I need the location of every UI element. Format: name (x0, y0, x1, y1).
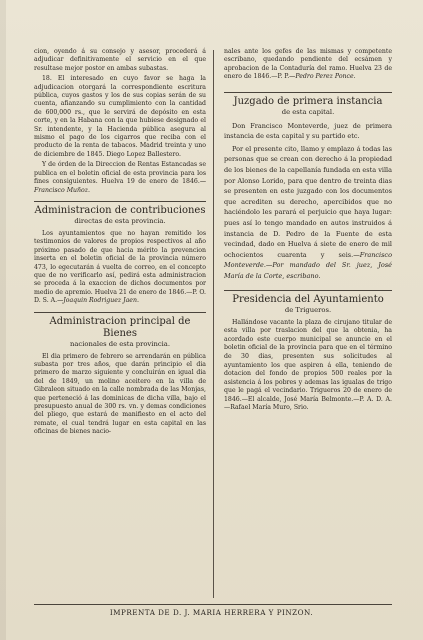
section-subtitle: de Trigueros. (284, 305, 332, 314)
page-edge-shadow (0, 0, 6, 640)
section-subtitle: de esta capital. (281, 107, 335, 116)
left-column (34, 48, 206, 439)
footer-rule (34, 604, 392, 605)
section-contribuciones (34, 201, 206, 226)
juzgado-para-1: Don Francisco Monteverde, juez de primera instancia de esta capital y su partido etc. (224, 121, 392, 141)
juzgado-para-2: Por el presente cito, llamo y emplazo á todas las personas que se crean con derecho á la propiedad de los bienes de la capellanía fundada en esta villa por Alonso Lorido, para que dentro de treinta dias se presenten en este juzgado con los documentos que acrediten su derecho, apercibidos que no haciéndolo les parará el perjuicio que haya lugar: pues así lo tengo mandado en autos instruidos á instancia de D. Pedro de la Fuente de esta vecindad, dado en Huelva á siete de enero de mil ochocientos cuarenta y seis.—Francisco Monteverde.—Por mandado del Sr. juez, José María de la Corte, escribano. (224, 144, 392, 280)
section-title: Administracion principal de Bienes (49, 315, 191, 339)
ayuntamiento-body: Hallándose vacante la plaza de cirujano titular de esta villa por traslacion del que la obtenia, ha acordado este cuerpo municipal se anuncie en el boletin oficial de la provincia para que en el término de 30 dias, presenten sus solicitudes al ayuntamiento los que aspiren á ella, teniendo de dotacion del fondo de propios 500 reales por la asistencia á los pobres y ademas las igualas de trigo que le pagá el vecindario. Trigueros 20 de enero de 1846.—El alcalde, José María Belmonte.—P. A. D. A.—Rafael María Muro, Srio. (224, 318, 392, 412)
intro-paragraph-1: cion, oyendo á su consejo y asesor, procederá á adjudicar definitivamente el servicio en el que resultase mejor postor en ambas subastas. (34, 48, 206, 72)
section-ayuntamiento (224, 290, 392, 315)
juzgado-signature: —Francisco Monteverde.—Por mandado del Sr. juez, José María de la Corte, escribano. (224, 250, 392, 280)
contribuciones-signature: —Joaquin Rodriguez Jaen. (57, 297, 139, 305)
intro-paragraph-2: 18. El interesado en cuyo favor se haga la adjudicacion otorgará la correspondiente escritura pública, cuyos gastos y los de sus copias serán de su cuenta, afianzando su cumplimiento con la cantidad de 600,000 rs., que le servirá de depósito en esta corte, y en la Habana con la que hubiese designado el Sr. intendente, y la Hacienda pública asegura al mismo el pago de los cigarros que reciba con el producto de la renta de tabacos. Madrid treinta y uno de diciembre de 1845. Diego Lopez Ballestero. (34, 75, 206, 158)
right-column (224, 48, 392, 415)
contribuciones-body: Los ayuntamientos que no hayan remitido los testimonios de valores de propios respectivos al año próximo pasado de que hacia mérito la prevencion inserta en el boletin oficial de la provincia número 473, lo egecutarán á vuelta de correo, en el concepto que de no verificarlo así, pedirá esta administracion se proceda á la exaccion de dichos documentos por medio de apremio. Huelva 21 de enero de 1846.—P. O. D. S. A.—Joaquin Rodriguez Jaen. (34, 229, 206, 305)
section-title: Presidencia del Ayuntamiento (232, 293, 384, 305)
section-juzgado (224, 92, 392, 117)
printer-imprint: IMPRENTA DE D. J. MARIA HERRERA Y PINZON. (109, 608, 314, 617)
section-title: Juzgado de primera instancia (233, 95, 383, 107)
continuation-paragraph: nales ante los gefes de las mismas y competente escribano, quedando pendiente del ecsámen y aprobacion de la Contaduría del ramo. Huelva 23 de enero de 1846.—P. P.—Pedro Perez Ponce. (224, 48, 392, 81)
section-title: Administracion de contribuciones (34, 204, 206, 216)
section-bienes-nacionales (34, 312, 206, 349)
bienes-body: El dia primero de febrero se arrendarán en pública subasta por tres años, que darán principio el dia primero de marzo siguiente y concluirán en igual dia del de 1849, un molino aceitero en la villa de Gibraleon situado en la calle nombrada de las Monjas, que perteneció á las dominicas de dicha villa, bajo el presupuesto anual de 300 rs. vn. y demas condiciones del pliego, que estará de manifiesto en el acto del remate, el cual tendrá lugar en esta capital en las oficinas de bienes nacio- (34, 352, 206, 436)
intro-signature: —Francisco Muñoz. (34, 178, 206, 194)
continuation-signature: —Pedro Perez Ponce. (289, 73, 356, 81)
intro-paragraph-3: Y de órden de la Direccion de Rentas Estancadas se publica en el boletin oficial de esta provincia para los fines consiguientes. Huelva 19 de enero de 1846.—Francisco Muñoz. (34, 161, 206, 194)
section-subtitle: directas de esta provincia. (74, 216, 166, 225)
column-divider (213, 50, 214, 598)
section-subtitle: nacionales de esta provincia. (69, 339, 171, 348)
